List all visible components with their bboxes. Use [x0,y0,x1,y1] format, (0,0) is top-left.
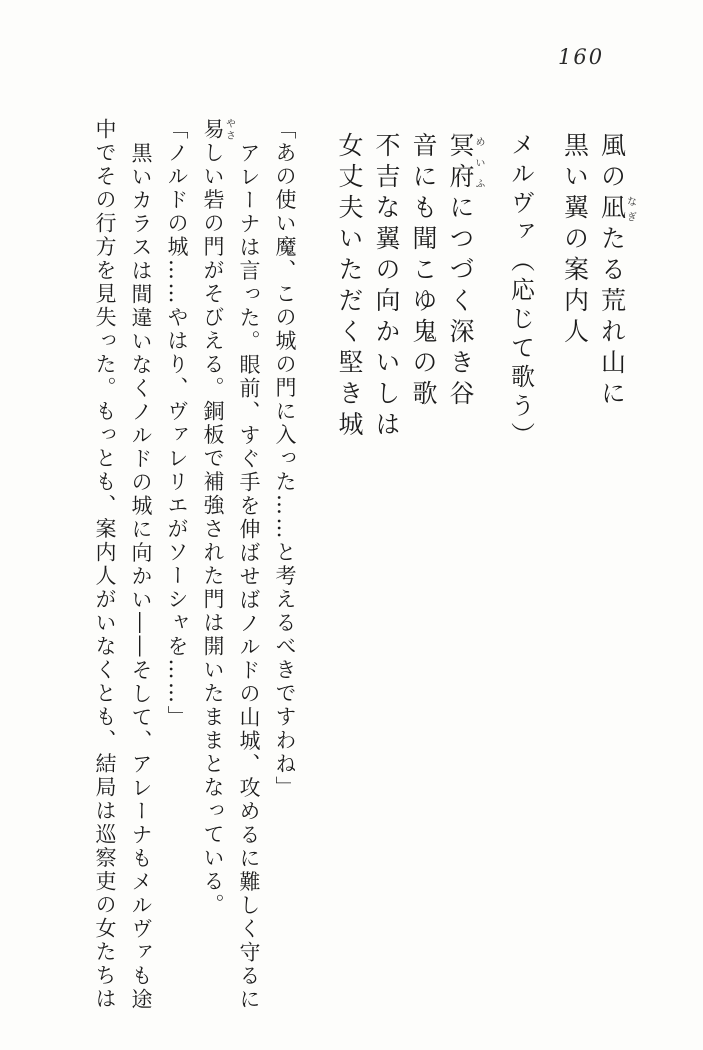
poem-line: 風の凪なぎたる荒れ山に [597,132,636,411]
ruby-annotation: 冥府めいふ [446,132,484,194]
ruby-annotation: 凪なぎ [597,194,636,225]
poem-attribution: メルヴァ（応じて歌う） [506,132,535,451]
page-number: 160 [558,45,605,69]
furigana-text: なぎ [624,194,636,225]
poem-line: 音にも聞こゆ鬼の歌 [409,132,438,411]
ruby-annotation: 易やさ [201,118,235,142]
poem-line: 女丈夫いただく堅き城 [335,132,364,442]
furigana-text: めいふ [473,132,484,194]
page-content [87,118,635,1014]
poem-block [331,118,635,1014]
prose-block [87,118,303,1014]
prose-paragraph: 黒いカラスは間違いなくノルドの城に向かい――そして、アレーナもメルヴァも途中でその行方を見失った。もっとも、案内人がいなくとも、結局は巡察吏の女たちは [93,118,153,1011]
dialogue-line: 「あの使い魔、この城の門に入った……と考えるべきですわね」 [273,118,297,800]
poem-line: 黒い翼の案内人 [560,132,590,349]
poem-line: 不吉な翼の向かいしは [372,132,401,442]
dialogue-line: 「ノルドの城……やはり、ヴァレリエがソーシャを……」 [165,118,189,729]
furigana-text: やさ [223,118,235,142]
poem-line: 冥府めいふにつづく深き谷 [446,132,484,411]
prose-paragraph: アレーナは言った。眼前、すぐ手を伸ばせばノルドの山城、攻めるに難しく守るに易やさしい砦の門がそびえる。銅板で補強された門は開いたままとなっている。 [201,118,261,1011]
